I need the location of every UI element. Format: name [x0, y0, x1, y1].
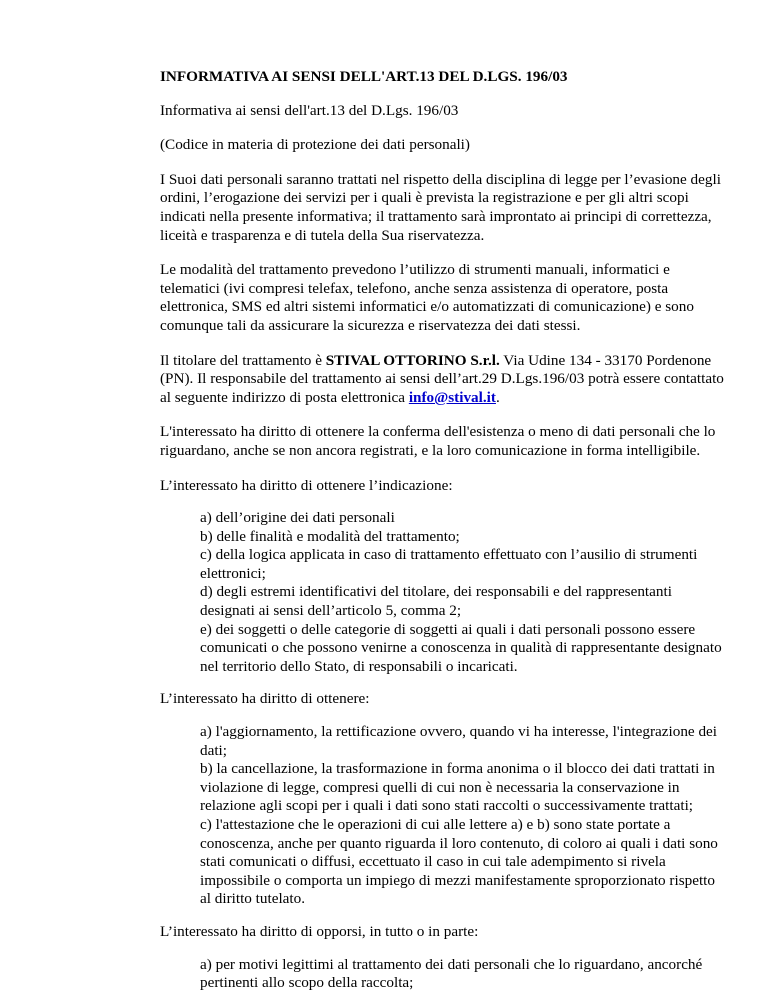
- controller-text-end: .: [495, 388, 500, 406]
- list-item: a) l'aggiornamento, la rettificazione ovvero, quando vi ha interesse, l'integrazione dei dati;: [200, 723, 718, 759]
- section-obtain-intro: L’interessato ha diritto di ottenere:: [160, 690, 370, 708]
- indication-list: [200, 509, 728, 676]
- oppose-list: [200, 956, 728, 993]
- list-item: e) dei soggetti o delle categorie di soggetti ai quali i dati personali possono essere comunicati o che possono venirne a conoscenza in qualità di rappresentante designato nel territorio dello Stato, di responsabili o incaricati.: [200, 620, 722, 675]
- company-name: STIVAL OTTORINO S.r.l.: [325, 351, 500, 369]
- controller-text-after: Via Udine 134 - 33170 Pordenone (PN). Il responsabile del trattamento ai sensi dell’art.29 D.Lgs.196/03 potrà essere contattato al seguente indirizzo di posta elettronica: [160, 351, 724, 406]
- list-item: c) della logica applicata in caso di trattamento effettuato con l’ausilio di strumenti elettronici;: [200, 546, 698, 582]
- paragraph-data-controller: [160, 352, 728, 408]
- document-title: INFORMATIVA AI SENSI DELL'ART.13 DEL D.LGS. 196/03: [160, 68, 568, 85]
- list-item: b) delle finalità e modalità del trattamento;: [200, 527, 460, 545]
- list-item: a) per motivi legittimi al trattamento dei dati personali che lo riguardano, ancorché pertinenti allo scopo della raccolta;: [200, 955, 703, 992]
- controller-text-before: Il titolare del trattamento è: [160, 351, 326, 369]
- section-indication-intro: L’interessato ha diritto di ottenere l’indicazione:: [160, 476, 453, 494]
- section-oppose-intro: L’interessato ha diritto di opporsi, in tutto o in parte:: [160, 922, 479, 940]
- list-item: c) l'attestazione che le operazioni di cui alle lettere a) e b) sono state portate a conoscenza, anche per quanto riguarda il loro contenuto, di coloro ai quali i dati sono stati comunicati o diffusi, eccettuato il caso in cui tale adempimento si rivela impossibile o comporta un impiego di mezzi manifestamente sproporzionato rispetto al diritto tutelato.: [200, 816, 718, 908]
- list-item: b) la cancellazione, la trasformazione in forma anonima o il blocco dei dati trattati in violazione di legge, compresi quelli di cui non è necessaria la conservazione in relazione agli scopi per i quali i dati sono stati raccolti o successivamente trattati;: [200, 760, 715, 815]
- obtain-list: [200, 723, 728, 909]
- paragraph-right-confirmation: L'interessato ha diritto di ottenere la conferma dell'esistenza o meno di dati personali che lo riguardano, anche se non ancora registrati, e la loro comunicazione in forma intelligibile.: [160, 423, 716, 459]
- list-item: d) degli estremi identificativi del titolare, dei responsabili e del rappresentanti designati ai sensi dell’articolo 5, comma 2;: [200, 583, 672, 620]
- paragraph-data-processing: I Suoi dati personali saranno trattati nel rispetto della disciplina di legge per l’evasione degli ordini, l’erogazione dei servizi per i quali è prevista la registrazione e per gli altri scopi indicati nella presente informativa; il trattamento sarà improntato ai principi di correttezza, liceità e trasparenza e di tutela della Sua riservatezza.: [160, 170, 721, 244]
- email-link[interactable]: info@stival.it: [408, 388, 496, 406]
- paragraph-processing-methods: Le modalità del trattamento prevedono l’utilizzo di strumenti manuali, informatici e telematici (ivi compresi telefax, telefono, anche senza assistenza di operatore, posta elettronica, SMS ed altri sistemi informatici e/o automatizzati di comunicazione) e sono comunque tali da assicurare la sicurezza e riservatezza dei dati stessi.: [160, 261, 694, 334]
- subtitle: Informativa ai sensi dell'art.13 del D.Lgs. 196/03: [160, 101, 459, 119]
- code-note: (Codice in materia di protezione dei dati personali): [160, 136, 470, 154]
- list-item: a) dell’origine dei dati personali: [200, 509, 395, 527]
